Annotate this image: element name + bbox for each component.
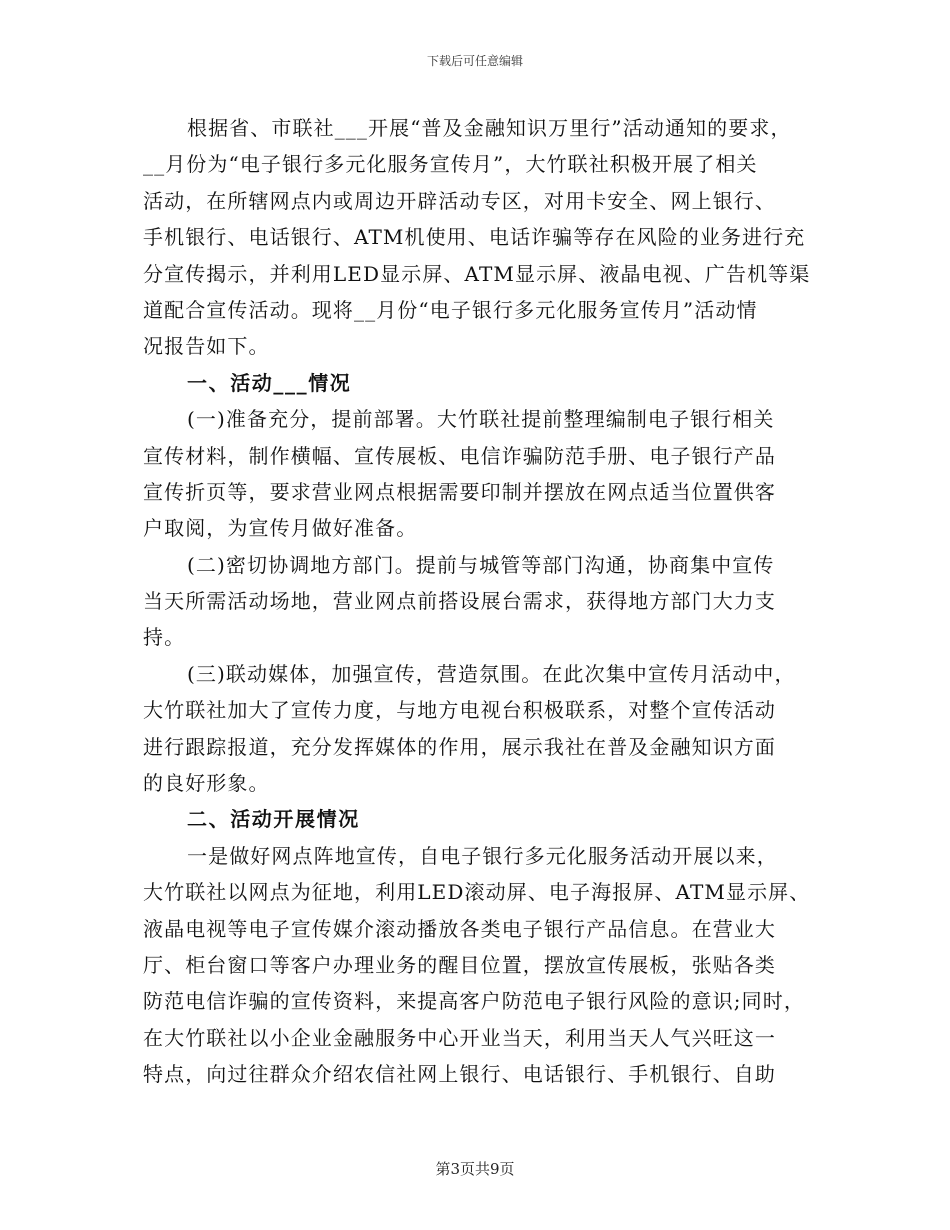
paragraph (143, 656, 803, 802)
page-header: 下载后可任意编辑 (426, 54, 523, 68)
text-line: 宣传折页等，要求营业网点根据需要印制并摆放在网点适当位置供客 (143, 479, 776, 504)
paragraph (143, 838, 811, 1093)
text-line: (一)准备充分，提前部署。大竹联社提前整理编制电子银行相关 (187, 407, 775, 432)
heading-text: 二、活动开展情况 (187, 807, 360, 832)
section-heading (143, 801, 803, 837)
paragraph (143, 547, 803, 656)
heading-text: 一、活动___情况 (187, 370, 352, 395)
text-line: 液晶电视等电子宣传媒介滚动播放各类电子银行产品信息。在营业大 (143, 916, 776, 941)
text-line: 持。 (143, 625, 186, 650)
text-line: 况报告如下。 (143, 334, 270, 359)
text-line: 一是做好网点阵地宣传，自电子银行多元化服务活动开展以来， (187, 843, 778, 868)
paragraph (143, 110, 811, 365)
text-line: 手机银行、电话银行、ATM机使用、电话诈骗等存在风险的业务进行充 (143, 225, 806, 250)
paragraph (143, 401, 803, 547)
page-footer: 第3页共9页 (435, 1160, 515, 1178)
text-line: 进行跟踪报道，充分发挥媒体的作用，展示我社在普及金融知识方面 (143, 734, 776, 759)
text-line: 特点，向过往群众介绍农信社网上银行、电话银行、手机银行、自助 (143, 1062, 776, 1087)
document-body (143, 110, 811, 1093)
text-line: 的良好形象。 (143, 771, 270, 796)
text-line: 分宣传揭示，并利用LED显示屏、ATM显示屏、液晶电视、广告机等渠 (143, 261, 811, 286)
section-heading (143, 365, 803, 401)
text-line: 厅、柜台窗口等客户办理业务的醒目位置，摆放宣传展板，张贴各类 (143, 952, 776, 977)
text-line: 防范电信诈骗的宣传资料，来提高客户防范电子银行风险的意识;同时， (143, 989, 805, 1014)
text-line: 根据省、市联社___开展“普及金融知识万里行”活动通知的要求， (187, 116, 792, 140)
text-line: 宣传材料，制作横幅、宣传展板、电信诈骗防范手册、电子银行产品 (143, 443, 776, 468)
text-line: (三)联动媒体，加强宣传，营造氛围。在此次集中宣传月活动中， (187, 661, 796, 686)
text-line: 当天所需活动场地，营业网点前搭设展台需求，获得地方部门大力支 (143, 589, 776, 614)
text-line: 大竹联社以网点为征地，利用LED滚动屏、电子海报屏、ATM显示屏、 (143, 880, 811, 905)
text-line: 大竹联社加大了宣传力度，与地方电视台积极联系，对整个宣传活动 (143, 698, 776, 723)
text-line: 户取阅，为宣传月做好准备。 (143, 516, 418, 541)
text-line: (二)密切协调地方部门。提前与城管等部门沟通，协商集中宣传 (187, 552, 775, 577)
text-line: 道配合宣传活动。现将__月份“电子银行多元化服务宣传月”活动情 (143, 297, 758, 322)
text-line: 活动，在所辖网点内或周边开辟活动专区，对用卡安全、网上银行、 (143, 188, 776, 213)
text-line: __月份为“电子银行多元化服务宣传月”，大竹联社积极开展了相关 (143, 152, 758, 177)
text-line: 在大竹联社以小企业金融服务中心开业当天，利用当天人气兴旺这一 (143, 1025, 776, 1050)
